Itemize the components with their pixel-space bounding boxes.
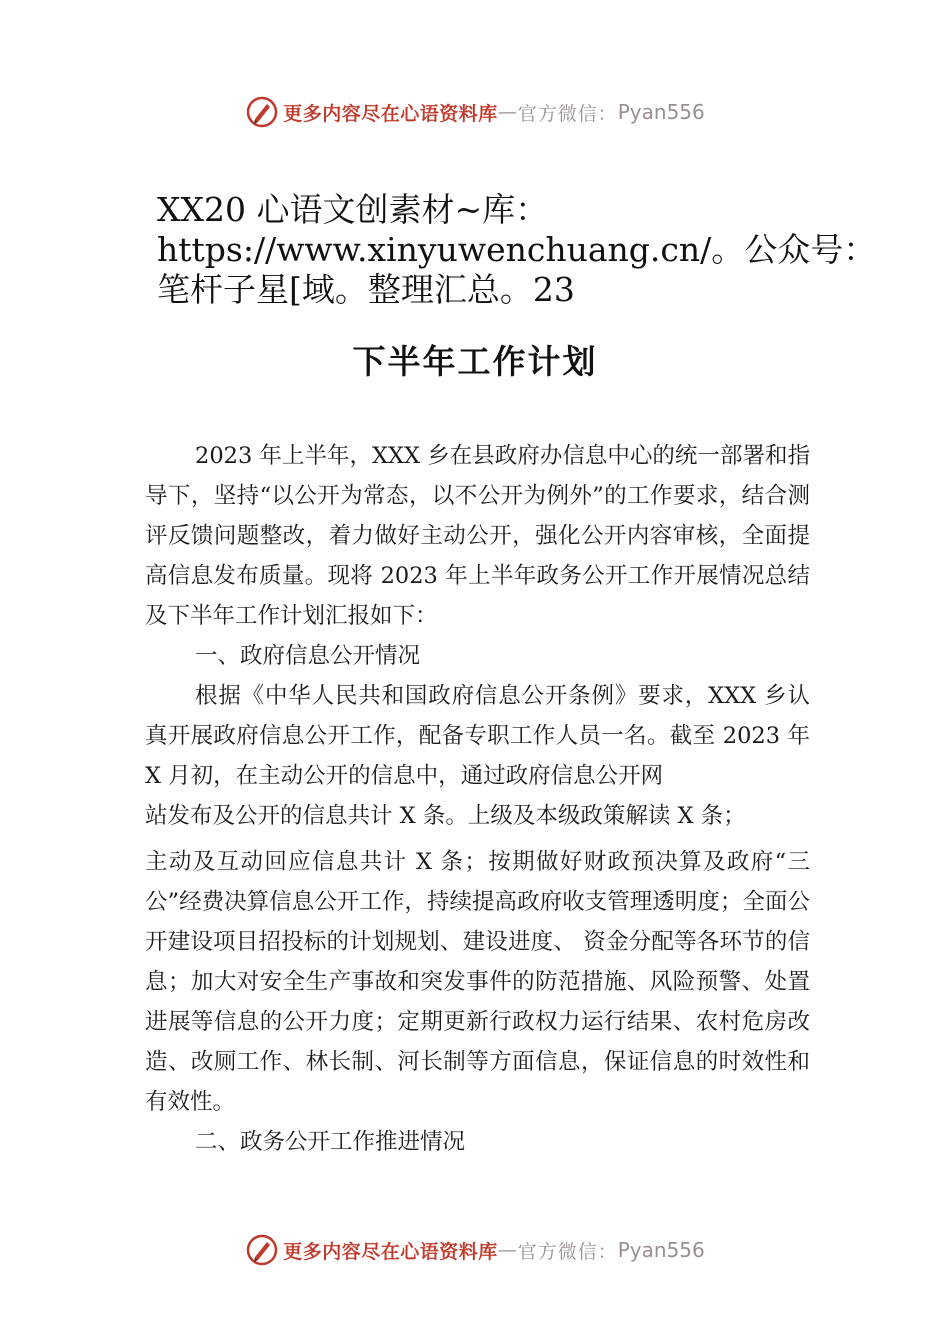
banner-dash: — xyxy=(497,101,518,123)
section-heading-2: 二、政务公开工作推进情况 xyxy=(195,1129,466,1155)
source-header xyxy=(157,190,877,310)
document-title: 下半年工作计划 xyxy=(352,342,598,381)
paragraph-info-disclosure: 根据《中华人民共和国政府信息公开条例》要求，XXX 乡认真开展政府信息公开工作，配备专职工作人员一名。截至 2023 年 X 月初，在主动公开的信息中，通过政府信息公开网 xyxy=(145,683,810,789)
banner-dash: — xyxy=(497,1239,518,1261)
section-heading-1: 一、政府信息公开情况 xyxy=(195,643,421,669)
watermark-banner-bottom xyxy=(0,1233,950,1267)
header-line-3: 笔杆子星[域。整理汇总。23 xyxy=(157,270,575,309)
banner-brand-text: 更多内容尽在心语资料库 xyxy=(283,1240,498,1263)
header-line-1: XX20 心语文创素材~库： xyxy=(157,190,549,229)
banner-label: 官方微信： xyxy=(517,102,618,125)
watermark-banner-top xyxy=(0,95,950,129)
paragraph-continuation-2: 主动及互动回应信息共计 X 条；按期做好财政预决算及政府“三公”经费决算信息公开工作，持续提高政府收支管理透明度；全面公开建设项目招投标的计划规划、建设进度、 资金分配等各环节的信息；加大对安全生产事故和突发事件的防范措施、风险预警、处置进展等信息的公开力度；定期更新行政权力运行结果、农村危房改造、改厕工作、林长制、河长制等方面信息，保证信息的时效性和有效性。 xyxy=(145,849,810,1115)
banner-wechat-id: Pyan556 xyxy=(617,1238,705,1262)
pen-logo-icon xyxy=(245,95,279,129)
header-line-2: https://www.xinyuwenchuang.cn/。公众号： xyxy=(157,230,877,269)
banner-wechat-id: Pyan556 xyxy=(617,100,705,124)
paragraph-intro: 2023 年上半年，XXX 乡在县政府办信息中心的统一部署和指导下，坚持“以公开为常态，以不公开为例外”的工作要求，结合测评反馈问题整改，着力做好主动公开，强化公开内容审核，全面提高信息发布质量。现将 2023 年上半年政务公开工作开展情况总结及下半年工作计划汇报如下： xyxy=(145,443,810,629)
pen-logo-icon xyxy=(245,1233,279,1267)
banner-brand-text: 更多内容尽在心语资料库 xyxy=(283,102,498,125)
document-body xyxy=(145,436,810,1162)
paragraph-continuation-1: 站发布及公开的信息共计 X 条。上级及本级政策解读 X 条； xyxy=(145,803,746,829)
banner-label: 官方微信： xyxy=(517,1240,618,1263)
